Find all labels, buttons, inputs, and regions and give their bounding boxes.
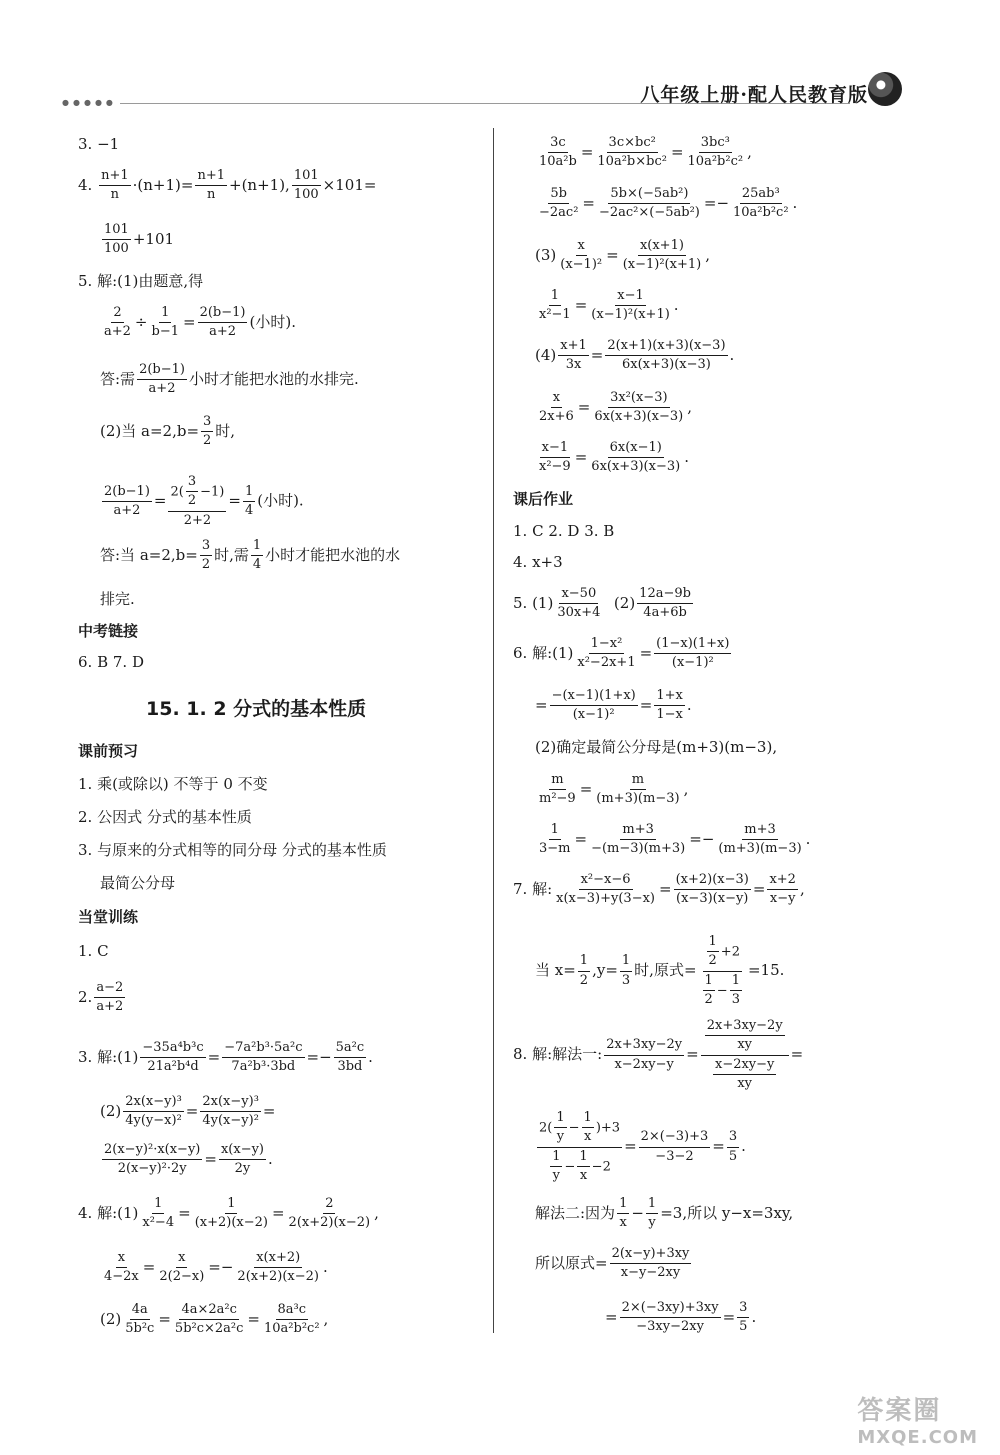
- fraction: $\frac{m+3}{(m+3)(m-3)}$: [718, 822, 802, 857]
- text: (4): [535, 345, 557, 364]
- answer-5-eq1: $\frac{2}{a+2}$ ÷ $\frac{1}{b-1}$ = $\frac{2(b-1)}{a+2}$ (小时).: [104, 305, 296, 340]
- text: 4. 解:(1): [78, 1203, 139, 1222]
- fraction: $\frac{n+1}{n}$: [101, 168, 129, 203]
- fraction: $\frac{1}{y}$: [647, 1196, 657, 1231]
- fraction: $\frac{101}{100}$: [293, 168, 319, 203]
- watermark: [857, 1390, 978, 1448]
- homework-6-2: (2)确定最简公分母是(m+3)(m−3),: [535, 738, 778, 756]
- fraction: $\frac{5b}{\text{−2ac²}}$: [539, 186, 579, 221]
- practice-4-1-cont: $\frac{x}{4-2x}$ = $\frac{x}{2(2-x)}$ =− $\frac{x(x+2)}{2(x+2)(x-2)}$ .: [104, 1250, 328, 1285]
- fraction: $\frac{a-2}{a+2}$: [96, 980, 124, 1015]
- text: =15.: [747, 961, 785, 979]
- text: +(n+1),: [229, 175, 290, 194]
- fraction: $\frac{1}{(x+2)(x-2)}$: [194, 1196, 268, 1231]
- fraction: $\frac{\text{5b×(−5ab²)}}{\text{−2ac²×(−5ab²)}}$: [598, 186, 700, 221]
- homework-6-1: 6. 解:(1) $\frac{\text{1−x²}}{\text{x²−2x+1}}$ = $\frac{(1-x)(1+x)}{\text{(x−1)²}}$: [513, 636, 730, 671]
- fraction: $\frac{1}{2}$ +2 $\frac{1}{2}$ − $\frac{1}{3}$: [704, 934, 740, 1007]
- text: 答:当 a=2,b=: [100, 545, 198, 564]
- fraction: $\frac{12a-9b}{4a+6b}$: [639, 586, 691, 621]
- homework-8-3: [535, 1246, 693, 1282]
- fraction: $\frac{2}{a+2}$: [104, 305, 131, 340]
- text: 当 x=: [535, 961, 576, 979]
- r-q4: (4) $\frac{x+1}{3x}$ = $\frac{2(x+1)(x+3)(x-3)}{6x(x+3)(x-3)}$ .: [535, 338, 735, 373]
- text: 时,需: [214, 545, 249, 564]
- fraction: $\frac{\text{3c×bc²}}{\text{10a²b×bc²}}$: [597, 135, 667, 170]
- fraction: $\frac{x-1}{\text{x²−9}}$: [539, 440, 571, 475]
- text: =3,所以 y−x=3xy,: [660, 1203, 794, 1222]
- text: (2): [100, 1309, 122, 1328]
- answer-4: [78, 168, 376, 204]
- homework-6-2-cont1: $\frac{m}{\text{m²−9}}$ = $\frac{m}{(m+3)(m-3)}$ ,: [539, 772, 689, 807]
- fraction: $\frac{3}{2}$: [201, 538, 211, 573]
- homework-5: [513, 586, 695, 622]
- fraction: $\frac{m}{\text{m²−9}}$: [539, 772, 576, 807]
- text: (3): [535, 245, 557, 264]
- header-dots: ●●●●●: [62, 98, 117, 107]
- text: 解法二:因为: [535, 1203, 616, 1222]
- fraction: $\frac{101}{100}$: [104, 222, 129, 257]
- preview-2: 2. 公因式 分式的基本性质: [78, 808, 252, 826]
- fraction: $\frac{n+1}{n}$: [197, 168, 226, 203]
- text: ,y=: [592, 961, 618, 979]
- fraction: $\frac{4a}{\text{5b²c}}$: [125, 1302, 155, 1337]
- answer-5-eq2: $\frac{2(b-1)}{a+2}$ = 2( $\frac{3}{2}$ −1) 2+2 = $\frac{1}{4}$ (小时).: [104, 474, 304, 528]
- text: ·(n+1)=: [132, 175, 194, 194]
- fraction: $\frac{2(b-1)}{a+2}$: [139, 362, 185, 397]
- fraction: $\frac{\text{3x²(x−3)}}{6x(x+3)(x-3)}$: [594, 390, 684, 425]
- text: (2): [100, 1101, 122, 1120]
- r-line-1: $\frac{3c}{\text{10a²b}}$ = $\frac{\text{3c×bc²}}{\text{10a²b×bc²}}$ = $\frac{\text{3bc³}}{\text{10a²b²c²}}$ ,: [539, 135, 752, 170]
- fraction: $\frac{1}{4}$: [244, 483, 254, 518]
- text: 8. 解:解法一:: [513, 1045, 603, 1063]
- fraction: $\frac{x-1}{\text{(x−1)²(x+1)}}$: [591, 288, 670, 323]
- answer-4-label: 4.: [78, 175, 93, 194]
- answer-5-ans2: [100, 538, 400, 574]
- fraction: $\frac{2\times(-3)+3}{-3-2}$: [640, 1129, 709, 1164]
- fraction: $\frac{3c}{\text{10a²b}}$: [539, 135, 577, 170]
- fraction: $\frac{1}{\text{x²−1}}$: [539, 288, 571, 323]
- fraction: $\frac{x}{2x+6}$: [539, 390, 574, 425]
- text: 小时才能把水池的水: [265, 545, 401, 564]
- answer-5-ans1: [100, 362, 359, 398]
- fraction: $\frac{2}{2(x+2)(x-2)}$: [288, 1196, 371, 1231]
- answer-3: 3. −1: [78, 135, 120, 153]
- homework-6-1-cont: = $\frac{-(x-1)(1+x)}{\text{(x−1)²}}$ = $\frac{1+x}{1-x}$ .: [535, 688, 692, 723]
- fraction: $\frac{1}{b-1}$: [151, 305, 179, 340]
- fraction: $\frac{x(x+2)}{2(x+2)(x-2)}$: [237, 1250, 319, 1285]
- page-header: [0, 0, 1000, 115]
- publisher-logo-icon: [868, 72, 902, 106]
- homework-8-1-cont: 2( $\frac{1}{y}$ − $\frac{1}{x}$ )+3 $\frac{1}{y}$ − $\frac{1}{x}$ −2 = $\frac{2\times(-3)+3}{-3-2}$ = $\frac{3}{5}$ .: [539, 1110, 746, 1183]
- text: 3. 解:(1): [78, 1047, 139, 1066]
- text: 答:需: [100, 369, 136, 388]
- fraction: $\frac{2\times(-3xy)+3xy}{-3xy-2xy}$: [621, 1300, 719, 1335]
- fraction: $\frac{1}{4}$: [252, 538, 262, 573]
- r-line-2: $\frac{5b}{\text{−2ac²}}$ = $\frac{\text{5b×(−5ab²)}}{\text{−2ac²×(−5ab²)}}$ =− $\frac{\text{25ab³}}{\text{10a²b²c²}}$ .: [539, 186, 798, 221]
- fraction: 2( $\frac{1}{y}$ − $\frac{1}{x}$ )+3 $\frac{1}{y}$ − $\frac{1}{x}$ −2: [539, 1110, 621, 1183]
- homework-8-2: 解法二:因为 $\frac{1}{x}$ − $\frac{1}{y}$ =3,所以 y−x=3xy,: [535, 1196, 794, 1231]
- fraction: $\frac{x+1}{3x}$: [560, 338, 587, 373]
- practice-4-1: 4. 解:(1) $\frac{1}{\text{x²−4}}$ = $\frac{1}{(x+2)(x-2)}$ = $\frac{2}{2(x+2)(x-2)}$ ,: [78, 1196, 379, 1231]
- r-q3: (3) $\frac{x}{\text{(x−1)²}}$ = $\frac{x(x+1)}{\text{(x−1)²(x+1)}}$ ,: [535, 238, 710, 273]
- answer-5-part2: [100, 414, 235, 450]
- fraction: $\frac{\text{2x(x−y)³}}{\text{4y(x−y)²}}$: [202, 1094, 259, 1129]
- text: 7. 解:: [513, 879, 553, 898]
- fraction: $\frac{2(x-y)+3xy}{x-y-2xy}$: [611, 1246, 690, 1281]
- text: (小时).: [257, 491, 304, 510]
- fraction: $\frac{\text{4a×2a²c}}{\text{5b²c×2a²c}}$: [174, 1302, 244, 1337]
- fraction: $\frac{1}{x}$: [619, 1196, 628, 1231]
- fraction: $\frac{-(x-1)(1+x)}{\text{(x−1)²}}$: [551, 688, 636, 723]
- header-title: 八年级上册·配人民教育版: [640, 84, 868, 106]
- practice-4-2: (2) $\frac{4a}{\text{5b²c}}$ = $\frac{\text{4a×2a²c}}{\text{5b²c×2a²c}}$ = $\frac{\text{8a³c}}{\text{10a²b²c²}}$ ,: [100, 1302, 329, 1337]
- fraction: $\frac{x}{\text{(x−1)²}}$: [560, 238, 603, 273]
- r-q4-cont2: $\frac{x-1}{\text{x²−9}}$ = $\frac{6x(x-1)}{6x(x+3)(x-3)}$ .: [539, 440, 689, 475]
- column-divider: [493, 128, 494, 1333]
- fraction: $\frac{x-50}{30x+4}$: [557, 586, 601, 621]
- fraction: $\frac{1}{2}$: [579, 953, 589, 988]
- fraction: $\frac{\text{1−x²}}{\text{x²−2x+1}}$: [577, 636, 636, 671]
- fraction: $\frac{\text{−35a⁴b³c}}{\text{21a²b⁴d}}$: [142, 1040, 204, 1075]
- fraction: $\frac{\frac{2x+3xy-2y}{xy}}{\frac{x-2xy-y}{xy}}$: [701, 1018, 789, 1092]
- fraction: $\frac{\text{25ab³}}{\text{10a²b²c²}}$: [733, 186, 789, 221]
- zhongkao-answers: 6. B 7. D: [78, 653, 144, 671]
- fraction: $\frac{\text{8a³c}}{\text{10a²b²c²}}$: [264, 1302, 320, 1337]
- practice-3-2: (2) $\frac{\text{2x(x−y)³}}{\text{4y(y−x)²}}$ = $\frac{\text{2x(x−y)³}}{\text{4y(x−y)²}}$ =: [100, 1094, 276, 1129]
- fraction: $\frac{1}{3}$: [621, 953, 631, 988]
- text: .: [751, 1307, 757, 1326]
- fraction: $\frac{m+3}{-(m-3)(m+3)}$: [591, 822, 686, 857]
- practice-3-2-cont: $\frac{\text{2(x−y)²·x(x−y)}}{\text{2(x−y)²·2y}}$ = $\frac{x(x-y)}{2y}$ .: [104, 1142, 273, 1177]
- section-homework: 课后作业: [513, 490, 574, 508]
- preview-1: 1. 乘(或除以) 不等于 0 不变: [78, 775, 268, 793]
- homework-1-3: 1. C 2. D 3. B: [513, 522, 615, 540]
- text: 时,: [215, 421, 236, 440]
- fraction: $\frac{m}{(m+3)(m-3)}$: [596, 772, 680, 807]
- fraction: $\frac{2x+3xy-2y}{x-2xy-y}$: [606, 1037, 683, 1072]
- text: 小时才能把水池的水排完.: [188, 369, 359, 388]
- fraction: $\frac{x}{4-2x}$: [104, 1250, 139, 1285]
- section-title: 15. 1. 2 分式的基本性质: [146, 698, 367, 720]
- text: (2)当 a=2,b=: [100, 421, 200, 440]
- fraction: $\frac{x}{2(2-x)}$: [159, 1250, 205, 1285]
- fraction: $\frac{3}{5}$: [739, 1300, 748, 1335]
- section-practice: 当堂训练: [78, 908, 139, 926]
- section-preview: 课前预习: [78, 742, 139, 760]
- text: 时,原式=: [634, 961, 697, 979]
- preview-3: 3. 与原来的分式相等的同分母 分式的基本性质: [78, 841, 387, 859]
- fraction: $\frac{1}{\text{x²−4}}$: [142, 1196, 175, 1231]
- homework-7: 7. 解: $\frac{\text{x²−x−6}}{x(x-3)+y(3-x)}$ = $\frac{(x+2)(x-3)}{(x-3)(x-y)}$ = $\frac{x+2}{x-y}$ ,: [513, 872, 805, 907]
- homework-7-cont: [535, 934, 784, 1008]
- section-zhongkao: 中考链接: [78, 622, 139, 640]
- fraction: $\frac{2(b-1)}{a+2}$: [104, 483, 150, 518]
- r-q3-cont: $\frac{1}{\text{x²−1}}$ = $\frac{x-1}{\text{(x−1)²(x+1)}}$ .: [539, 288, 679, 323]
- fraction: $\frac{(x+2)(x-3)}{(x-3)(x-y)}$: [675, 872, 749, 907]
- fraction: 2( $\frac{3}{2}$ −1) 2+2: [170, 474, 225, 528]
- text: (2): [613, 593, 636, 612]
- text: 2.: [78, 987, 93, 1006]
- text: ×101=: [322, 175, 377, 194]
- fraction: $\frac{\text{2x(x−y)³}}{\text{4y(y−x)²}}$: [125, 1094, 182, 1129]
- fraction: $\frac{6x(x-1)}{6x(x+3)(x-3)}$: [591, 440, 681, 475]
- fraction: $\frac{1+x}{1-x}$: [656, 688, 683, 723]
- fraction: $\frac{2(x+1)(x+3)(x-3)}{6x(x+3)(x-3)}$: [607, 338, 726, 373]
- fraction: $\frac{\text{x²−x−6}}{x(x-3)+y(3-x)}$: [556, 872, 655, 907]
- homework-8-1: 8. 解:解法一: $\frac{2x+3xy-2y}{x-2xy-y}$ = $\frac{\frac{2x+3xy-2y}{xy}}{\frac{x-2xy-y}{xy}}$ =: [513, 1018, 804, 1091]
- fraction: $\frac{\text{2(x−y)²·x(x−y)}}{\text{2(x−y)²·2y}}$: [104, 1142, 201, 1177]
- text: 6. 解:(1): [513, 643, 574, 662]
- watermark-line1: 答案圈: [857, 1396, 942, 1426]
- answer-5-intro: 5. 解:(1)由题意,得: [78, 272, 204, 290]
- homework-6-2-cont2: $\frac{1}{3-m}$ = $\frac{m+3}{-(m-3)(m+3)}$ =− $\frac{m+3}{(m+3)(m-3)}$ .: [539, 822, 811, 857]
- text: 5. (1): [513, 593, 554, 612]
- fraction: $\frac{3}{2}$: [203, 414, 212, 449]
- fraction: $\frac{1}{3-m}$: [539, 822, 571, 857]
- watermark-line2: MXQE.COM: [857, 1427, 978, 1448]
- homework-4: 4. x+3: [513, 553, 563, 571]
- fraction: $\frac{\text{−7a²b³·5a²c}}{\text{7a²b³·3bd}}$: [224, 1040, 303, 1075]
- r-q4-cont1: $\frac{x}{2x+6}$ = $\frac{\text{3x²(x−3)}}{6x(x+3)(x-3)}$ ,: [539, 390, 693, 425]
- fraction: $\frac{3}{5}$: [728, 1129, 738, 1164]
- answer-4-cont: [100, 222, 174, 258]
- text: 所以原式=: [535, 1253, 608, 1272]
- practice-3-1: 3. 解:(1) $\frac{\text{−35a⁴b³c}}{\text{21a²b⁴d}}$ = $\frac{\text{−7a²b³·5a²c}}{\text{7a²b³·3bd}}$ =− $\frac{\text{5a²c}}{3bd}$ .: [78, 1040, 373, 1075]
- fraction: $\frac{(1-x)(1+x)}{\text{(x−1)²}}$: [656, 636, 730, 671]
- fraction: $\frac{x+2}{x-y}$: [769, 872, 796, 907]
- fraction: $\frac{x(x+1)}{\text{(x−1)²(x+1)}}$: [622, 238, 702, 273]
- practice-1: 1. C: [78, 942, 109, 960]
- practice-2: [78, 980, 127, 1016]
- fraction: $\frac{x(x-y)}{2y}$: [220, 1142, 264, 1177]
- homework-8-4: = $\frac{2\times(-3xy)+3xy}{-3xy-2xy}$ = $\frac{3}{5}$ .: [605, 1300, 757, 1335]
- text: (小时).: [249, 312, 296, 331]
- text: +101: [132, 229, 175, 248]
- preview-3-cont: 最简公分母: [100, 874, 176, 892]
- fraction: $\frac{2(b-1)}{a+2}$: [199, 305, 246, 340]
- answer-5-ans2-cont: 排完.: [100, 590, 135, 608]
- fraction: $\frac{\text{3bc³}}{\text{10a²b²c²}}$: [687, 135, 744, 170]
- fraction: $\frac{\text{5a²c}}{3bd}$: [335, 1040, 365, 1075]
